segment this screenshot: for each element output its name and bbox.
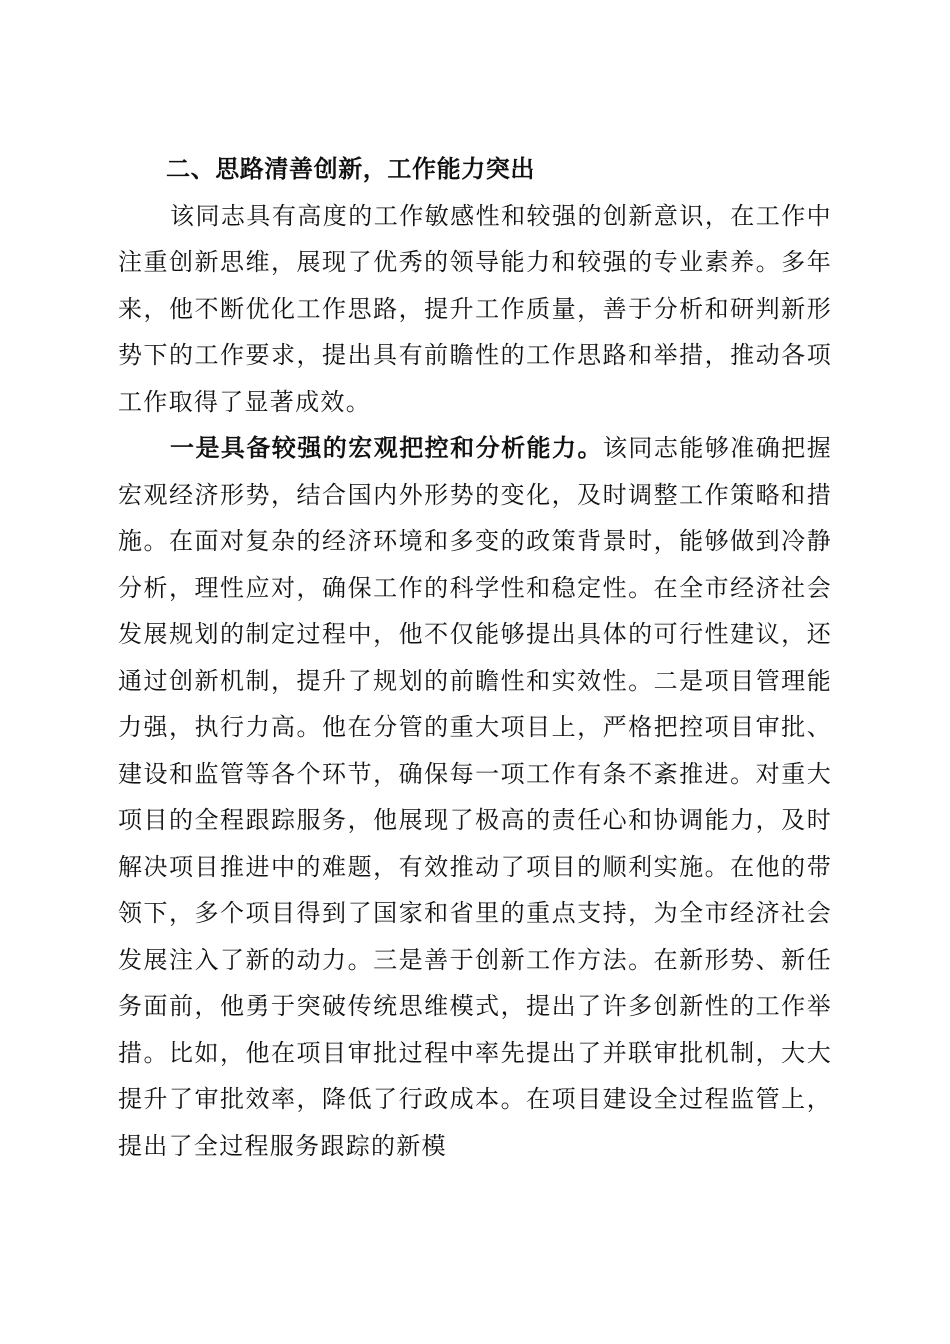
paragraph-intro: 该同志具有高度的工作敏感性和较强的创新意识，在工作中注重创新思维，展现了优秀的领导能力和较强的专业素养。多年来，他不断优化工作思路，提升工作质量，善于分析和研判新形势下的工作要求，提出具有前瞻性的工作思路和举措，推动各项工作取得了显著成效。 (118, 201, 832, 416)
paragraph-body-text: 该同志能够准确把握宏观经济形势，结合国内外形势的变化，及时调整工作策略和措施。在面对复杂的经济环境和多变的政策背景时，能够做到冷静分析，理性应对，确保工作的科学性和稳定性。在全市经济社会发展规划的制定过程中，他不仅能够提出具体的可行性建议，还通过创新机制，提升了规划的前瞻性和实效性。二是项目管理能力强，执行力高。他在分管的重大项目上，严格把控项目审批、建设和监管等各个环节，确保每一项工作有条不紊推进。对重大项目的全程跟踪服务，他展现了极高的责任心和协调能力，及时解决项目推进中的难题，有效推动了项目的顺利实施。在他的带领下，多个项目得到了国家和省里的重点支持，为全市经济社会发展注入了新的动力。三是善于创新工作方法。在新形势、新任务面前，他勇于突破传统思维模式，提出了许多创新性的工作举措。比如，他在项目审批过程中率先提出了并联审批机制，大大提升了审批效率，降低了行政成本。在项目建设全过程监管上，提出了全过程服务跟踪的新模 (118, 434, 832, 1160)
paragraph-capabilities (118, 425, 832, 1169)
section-heading: 二、思路清善创新，工作能力突出 (166, 155, 535, 183)
paragraph-lead-sentence: 一是具备较强的宏观把控和分析能力。 (170, 433, 603, 462)
document-body (118, 146, 832, 1169)
